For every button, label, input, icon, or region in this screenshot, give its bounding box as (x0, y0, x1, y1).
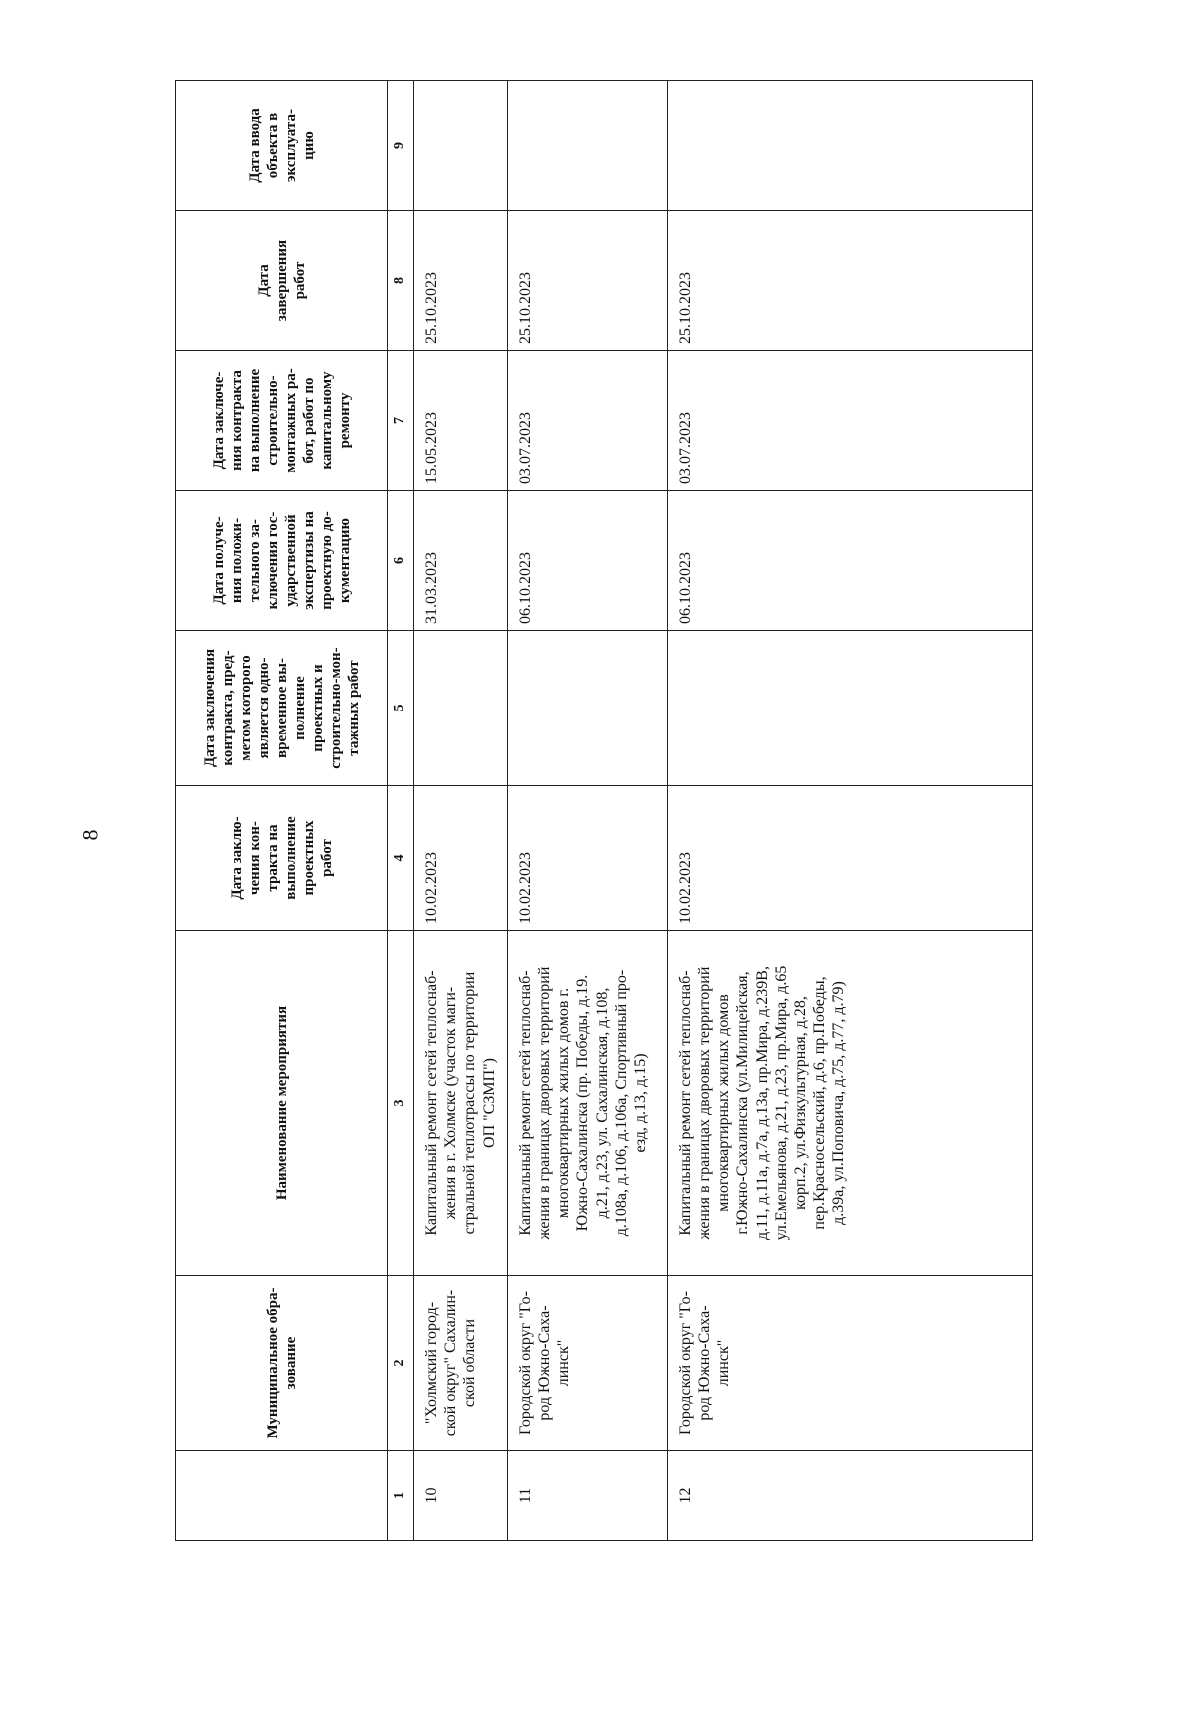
municipality-cell: "Холмский город- ской округ" Сахалин- ской области (414, 1276, 508, 1451)
column-index: 4 (388, 786, 414, 931)
combined-contract-date-cell (667, 631, 1032, 786)
column-index: 5 (388, 631, 414, 786)
combined-contract-date-cell (414, 631, 508, 786)
column-index: 9 (388, 81, 414, 211)
design-contract-date-cell: 10.02.2023 (667, 786, 1032, 931)
column-index: 1 (388, 1451, 414, 1541)
header-design-contract-date: Дата заклю- чения кон- тракта на выполнение проектных работ (176, 786, 388, 931)
measure-name-cell: Капитальный ремонт сетей теплоснаб- жения в границах дворовых территорий многоквартирных жилых домов г. Южно-Сахалинска (пр. Победы, д.19. д.21, д.23, ул. Сахалинская, д.108, д.108а, д.106, д.106а, Спортивный про- езд, д.13, д.15) (507, 931, 667, 1276)
expertise-date-cell: 06.10.2023 (667, 491, 1032, 631)
design-contract-date-cell: 10.02.2023 (414, 786, 508, 931)
column-index: 2 (388, 1276, 414, 1451)
header-construction-contract-date: Дата заключе- ния контракта на выполнение строительно- монтажных ра- бот, работ по капитальному ремонту (176, 351, 388, 491)
construction-contract-date-cell: 15.05.2023 (414, 351, 508, 491)
municipality-cell: Городской округ "Го- род Южно-Саха- линск" (667, 1276, 1032, 1451)
table-row (667, 81, 1032, 1541)
construction-contract-date-cell: 03.07.2023 (667, 351, 1032, 491)
commissioning-date-cell (667, 81, 1032, 211)
column-index: 6 (388, 491, 414, 631)
header-commissioning-date: Дата ввода объекта в эксплуата- цию (176, 81, 388, 211)
column-index: 3 (388, 931, 414, 1276)
column-index: 7 (388, 351, 414, 491)
completion-date-cell: 25.10.2023 (667, 211, 1032, 351)
row-number: 11 (507, 1451, 667, 1541)
header-measure-name: Наименование мероприятия (176, 931, 388, 1276)
header-cell-1 (176, 1451, 388, 1541)
header-expertise-date: Дата получе- ния положи- тельного за- ключения гос- ударственной экспертизы на проектную до- кументацию (176, 491, 388, 631)
header-combined-contract-date: Дата заключения контракта, пред- метом которого является одно- временное вы- полнение проектных и строительно-мон- тажных работ (176, 631, 388, 786)
rotated-table-container (175, 81, 1025, 1541)
measure-name-cell: Капитальный ремонт сетей теплоснаб- жения в границах дворовых территорий многоквартирных жилых домов г.Южно-Сахалинска (ул.Милицейская, д.11, д.11а, д.7а, д.13а, пр.Мира, д.239В, ул.Емельянова, д.21, д.23, пр.Мира, д.65 корп.2, ул.Физкультурная, д.28, пер.Красносельский, д.6, пр.Победы, д.39а, ул.Поповича, д.75, д.77, д.79) (667, 931, 1032, 1276)
expertise-date-cell: 06.10.2023 (507, 491, 667, 631)
construction-contract-date-cell: 03.07.2023 (507, 351, 667, 491)
completion-date-cell: 25.10.2023 (507, 211, 667, 351)
combined-contract-date-cell (507, 631, 667, 786)
header-row (176, 81, 388, 1541)
table-row (507, 81, 667, 1541)
page-number: 8 (77, 829, 103, 841)
header-completion-date: Дата завершения работ (176, 211, 388, 351)
projects-table (175, 80, 1033, 1541)
table-row (414, 81, 508, 1541)
column-index: 8 (388, 211, 414, 351)
municipality-cell: Городской округ "Го- род Южно-Саха- линск" (507, 1276, 667, 1451)
measure-name-cell: Капитальный ремонт сетей теплоснаб- жения в г. Холмске (участок маги- стральной теплотрассы по территории ОП "СЗМП") (414, 931, 508, 1276)
row-number: 12 (667, 1451, 1032, 1541)
row-number: 10 (414, 1451, 508, 1541)
commissioning-date-cell (414, 81, 508, 211)
header-municipality: Муниципальное обра- зование (176, 1276, 388, 1451)
expertise-date-cell: 31.03.2023 (414, 491, 508, 631)
design-contract-date-cell: 10.02.2023 (507, 786, 667, 931)
commissioning-date-cell (507, 81, 667, 211)
completion-date-cell: 25.10.2023 (414, 211, 508, 351)
column-index-row (388, 81, 414, 1541)
